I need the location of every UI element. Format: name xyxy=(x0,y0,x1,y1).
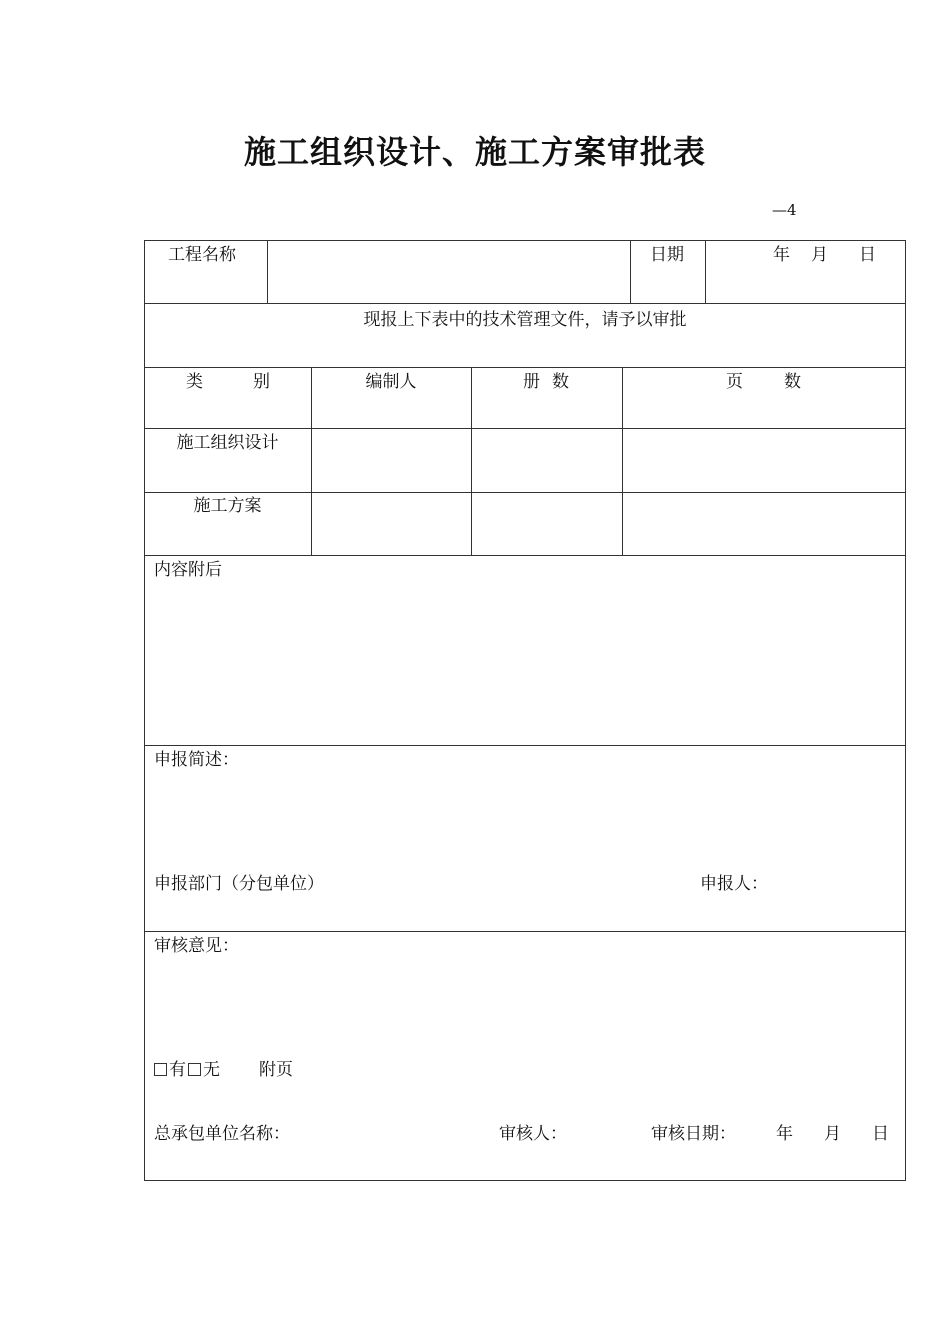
header-volumes-a: 册 xyxy=(523,372,540,392)
date-month: 月 xyxy=(811,245,828,265)
review-date-day: 日 xyxy=(872,1124,889,1144)
application-department-label: 申报部门（分包单位） xyxy=(154,874,324,894)
reviewer-label: 审核人： xyxy=(499,1124,567,1144)
contractor-name-label: 总承包单位名称： xyxy=(154,1124,290,1144)
review-opinion-label: 审核意见： xyxy=(154,936,239,956)
row-divider xyxy=(144,931,906,932)
review-date-year: 年 xyxy=(776,1124,793,1144)
has-attachment-checkbox[interactable] xyxy=(154,1063,167,1076)
col-divider xyxy=(622,367,623,555)
has-attachment-label: 有 xyxy=(169,1060,186,1080)
row-pages-field[interactable] xyxy=(627,494,897,550)
col-divider xyxy=(267,240,268,303)
review-date-month: 月 xyxy=(824,1124,841,1144)
row-category-plan: 施工方案 xyxy=(193,496,262,516)
header-pages-a: 页 xyxy=(726,372,743,392)
col-divider xyxy=(705,240,706,303)
col-divider xyxy=(471,367,472,555)
row-volumes-field[interactable] xyxy=(476,494,616,550)
row-editor-field[interactable] xyxy=(316,494,466,550)
date-label: 日期 xyxy=(650,245,684,265)
application-summary-label: 申报简述： xyxy=(154,750,239,770)
row-divider xyxy=(144,745,906,746)
row-divider xyxy=(144,492,906,493)
project-name-field[interactable] xyxy=(276,243,622,299)
row-pages-field[interactable] xyxy=(627,431,897,487)
row-divider xyxy=(144,428,906,429)
header-volumes-b: 数 xyxy=(552,372,569,392)
col-divider xyxy=(630,240,631,303)
attachment-pages-label: 附页 xyxy=(259,1060,293,1080)
submit-note: 现报上下表中的技术管理文件，请予以审批 xyxy=(363,310,687,330)
date-year: 年 xyxy=(773,245,790,265)
content-attached-label: 内容附后 xyxy=(154,560,222,580)
col-divider xyxy=(311,367,312,555)
row-divider xyxy=(144,303,906,304)
project-name-label: 工程名称 xyxy=(168,245,236,265)
review-date-label: 审核日期： xyxy=(651,1124,736,1144)
no-attachment-label: 无 xyxy=(203,1060,220,1080)
header-pages-b: 数 xyxy=(784,372,801,392)
no-attachment-checkbox[interactable] xyxy=(188,1063,201,1076)
row-divider xyxy=(144,555,906,556)
row-category-org-design: 施工组织设计 xyxy=(176,433,279,453)
row-divider xyxy=(144,367,906,368)
header-editor: 编制人 xyxy=(365,372,417,392)
row-volumes-field[interactable] xyxy=(476,431,616,487)
form-title: 施工组织设计、施工方案审批表 xyxy=(243,133,706,171)
header-category-b: 别 xyxy=(253,372,270,392)
date-day: 日 xyxy=(859,245,876,265)
header-category-a: 类 xyxy=(186,372,203,392)
attachment-options xyxy=(154,1058,220,1082)
applicant-label: 申报人： xyxy=(700,874,768,894)
form-number: —4 xyxy=(772,201,797,219)
row-editor-field[interactable] xyxy=(316,431,466,487)
